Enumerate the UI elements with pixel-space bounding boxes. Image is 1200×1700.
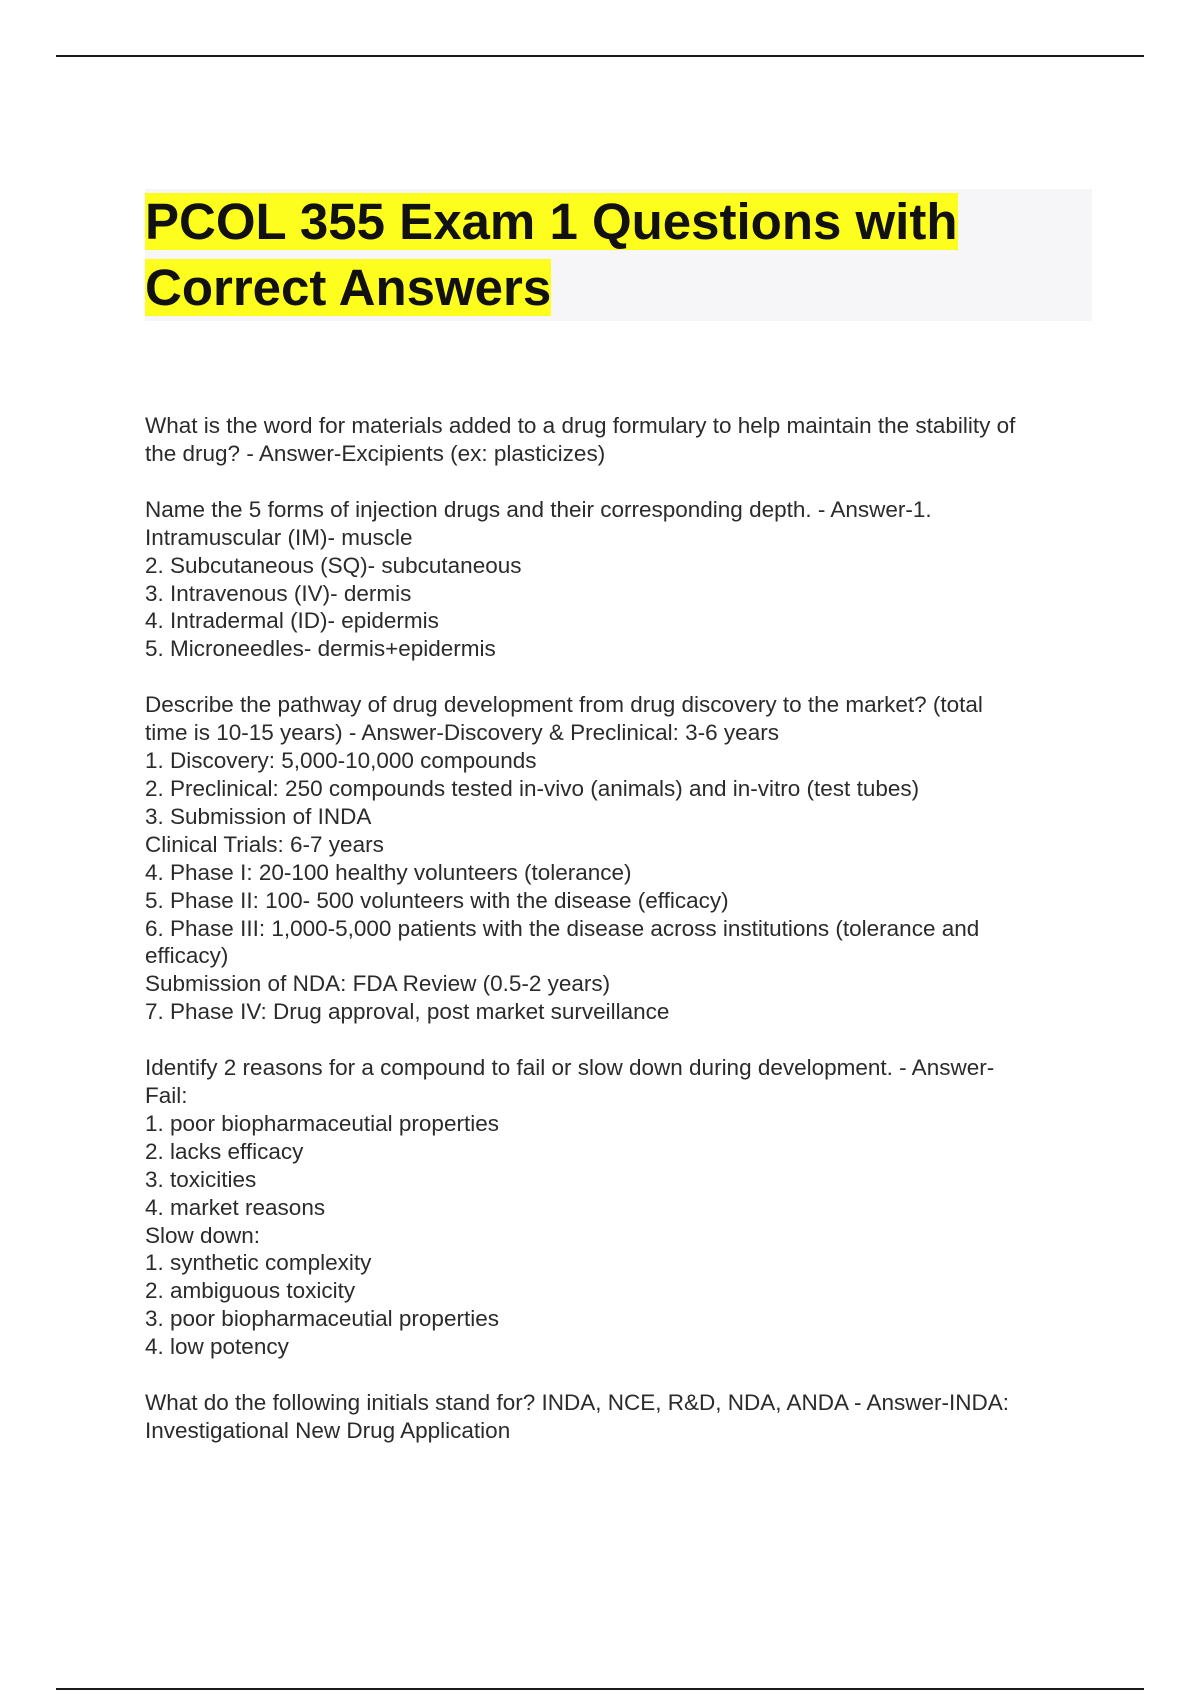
qa-line: What is the word for materials added to a drug formulary to help maintain the stability of [145,413,1016,438]
qa-line: the drug? - Answer-Excipients (ex: plasticizes) [145,440,606,466]
qa-item-compound-failure [145,1054,1090,1361]
qa-line: 5. Phase II: 100- 500 volunteers with the disease (efficacy) [145,887,729,913]
qa-line: Submission of NDA: FDA Review (0.5-2 years) [145,971,611,997]
qa-line: 3. poor biopharmaceutial properties [145,1306,499,1332]
header-rule [56,55,1144,57]
qa-item-drug-development [145,691,1090,1026]
qa-line: 1. synthetic complexity [145,1250,372,1276]
qa-line: 5. Microneedles- dermis+epidermis [145,636,496,662]
qa-line: 4. market reasons [145,1194,326,1220]
qa-line: Name the 5 forms of injection drugs and their corresponding depth. - Answer-1. [145,496,932,522]
qa-line: 4. Phase I: 20-100 healthy volunteers (tolerance) [145,859,632,885]
qa-item-injection-forms [145,496,1090,663]
title-line-1: PCOL 355 Exam 1 Questions with [145,193,958,250]
qa-line: Intramuscular (IM)- muscle [145,524,413,550]
qa-line: Investigational New Drug Application [145,1418,511,1443]
qa-line: 2. ambiguous toxicity [145,1278,356,1304]
qa-line: time is 10-15 years) - Answer-Discovery & Preclinical: 3-6 years [145,720,779,746]
qa-line: 3. Intravenous (IV)- dermis [145,580,412,606]
qa-line: 1. poor biopharmaceutial properties [145,1110,499,1136]
qa-line: 1. Discovery: 5,000-10,000 compounds [145,748,537,774]
qa-line: 4. Intradermal (ID)- epidermis [145,608,439,634]
footer-rule [56,1688,1144,1690]
qa-line: 6. Phase III: 1,000-5,000 patients with the disease across institutions (tolerance and [145,915,980,941]
document-title [145,189,1092,321]
qa-line: 3. toxicities [145,1166,257,1192]
qa-line: Slow down: [145,1222,261,1248]
qa-list [145,412,1090,1473]
title-line-2: Correct Answers [145,259,552,316]
title-block [145,189,1092,321]
qa-line: 3. Submission of INDA [145,803,372,829]
qa-line: Fail: [145,1083,188,1109]
qa-line: 4. low potency [145,1334,289,1360]
qa-item-initials [145,1389,1090,1445]
qa-line: 7. Phase IV: Drug approval, post market surveillance [145,999,670,1025]
qa-item-excipients [145,412,1090,468]
qa-line: What do the following initials stand for? INDA, NCE, R&D, NDA, ANDA - Answer-INDA: [145,1390,1010,1416]
qa-line: 2. Preclinical: 250 compounds tested in-vivo (animals) and in-vitro (test tubes) [145,775,920,801]
qa-line: 2. Subcutaneous (SQ)- subcutaneous [145,552,522,578]
qa-line: Identify 2 reasons for a compound to fail or slow down during development. - Answer- [145,1055,995,1081]
qa-line: 2. lacks efficacy [145,1138,304,1164]
qa-line: Describe the pathway of drug development from drug discovery to the market? (total [145,692,983,718]
qa-line: Clinical Trials: 6-7 years [145,831,384,857]
qa-line: efficacy) [145,943,229,969]
